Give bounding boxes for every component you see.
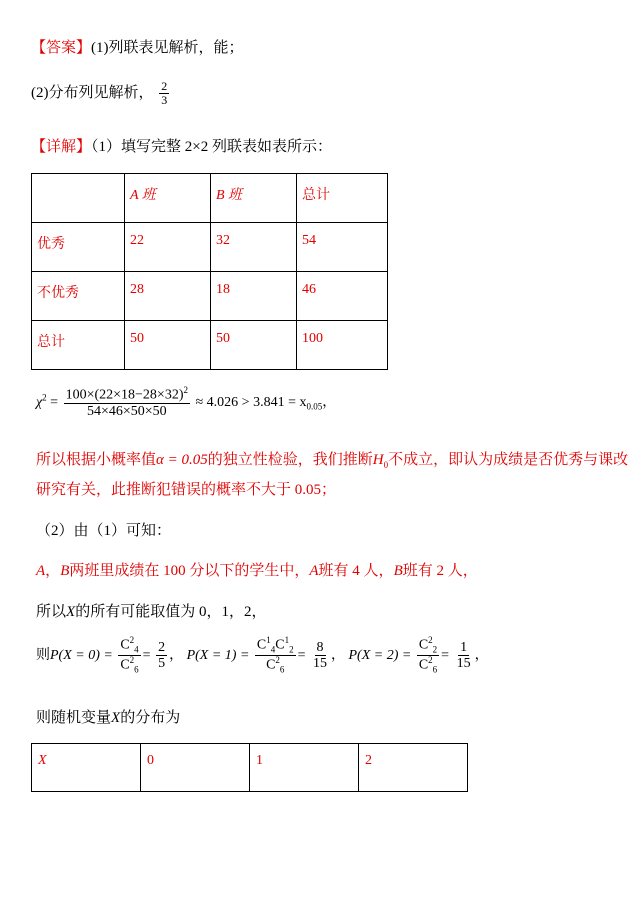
table-cell: 50 xyxy=(211,321,297,370)
answer-fraction: $\frac{2}{3}$ xyxy=(161,79,168,108)
table-cell: 22 xyxy=(125,223,211,272)
detail-intro xyxy=(31,135,332,156)
table-cell: 54 xyxy=(297,223,388,272)
p2-value-fraction: $\frac{1}{15}$ xyxy=(456,639,471,672)
p0-comb-fraction: $\frac{C^2_4}{C^2_6}$ xyxy=(120,635,139,675)
table-cell: 28 xyxy=(125,272,211,321)
table-cell: B 班 xyxy=(211,174,297,223)
conclusion-line-2: 研究有关，此推断犯错误的概率不大于 0.05； xyxy=(36,482,337,498)
table-row xyxy=(32,744,468,792)
table-row xyxy=(32,321,388,370)
table-cell: X xyxy=(32,744,141,792)
table-cell: 18 xyxy=(211,272,297,321)
table-cell: 总计 xyxy=(32,321,125,370)
table-cell: 1 xyxy=(250,744,359,792)
answer-line-2 xyxy=(31,80,171,107)
distribution-table xyxy=(31,743,468,792)
detail-label: 【详解】 xyxy=(31,139,92,155)
table-cell: 0 xyxy=(141,744,250,792)
table-cell xyxy=(32,174,125,223)
table-cell: 2 xyxy=(359,744,468,792)
table-cell: 46 xyxy=(297,272,388,321)
answer-label: 【答案】 xyxy=(31,40,92,56)
table-cell: A 班 xyxy=(125,174,211,223)
part2-count-line: A，B两班里成绩在 100 分以下的学生中，A班有 4 人，B班有 2 人， xyxy=(36,563,478,579)
answer-line-1 xyxy=(31,36,244,57)
table-cell: 100 xyxy=(297,321,388,370)
distribution-heading: 则随机变量X的分布为 xyxy=(36,710,181,726)
table-row xyxy=(32,272,388,321)
answer-part1: (1)列联表见解析，能； xyxy=(91,40,244,56)
probability-line: 则P(X = 0) = $\frac{C^2_4}{C^2_6}$ = $\frac{2}{5}$ ， P(X = 1) = $\frac{C^1_4C^1_2}{C^2_6}$ = $\frac{8}{15}$ ， P(X = 2) = $\frac{C^2_2}{C^2_6}$ = $\frac{1}{15}$ ， xyxy=(36,635,489,675)
table-cell: 总计 xyxy=(297,174,388,223)
table-cell: 32 xyxy=(211,223,297,272)
part2-intro: （2）由（1）可知： xyxy=(36,523,172,539)
table-cell: 优秀 xyxy=(32,223,125,272)
p1-comb-fraction: $\frac{C^1_4C^1_2}{C^2_6}$ xyxy=(256,635,294,675)
chi-fraction: $\frac{100\times(22\times 18-28\times 32)^2}{54\times 46\times 50\times 50}$ xyxy=(65,385,188,420)
table-row xyxy=(32,174,388,223)
detail-intro-text: （1）填写完整 2×2 列联表如表所示： xyxy=(91,139,332,155)
table-cell: 50 xyxy=(125,321,211,370)
contingency-table xyxy=(31,173,388,370)
part2-values-line: 所以X的所有可能取值为 0，1，2， xyxy=(36,604,267,620)
answer-part2: (2)分布列见解析， xyxy=(31,85,154,102)
conclusion-line-1: 所以根据小概率值α = 0.05的独立性检验，我们推断$H_0$不成立，即认为成绩是否优秀与课改 xyxy=(36,452,629,470)
table-cell: 不优秀 xyxy=(32,272,125,321)
chi-square-formula: $\chi^2$ = $\frac{100\times(22\times 18-28\times 32)^2}{54\times 46\times 50\times 50}$ ≈ $4.026 > 3.841 = x_{0.05}$， xyxy=(36,385,337,420)
p1-value-fraction: $\frac{8}{15}$ xyxy=(313,639,327,672)
p2-comb-fraction: $\frac{C^2_2}{C^2_6}$ xyxy=(418,635,438,675)
table-row xyxy=(32,223,388,272)
p0-value-fraction: $\frac{2}{5}$ xyxy=(158,639,166,672)
